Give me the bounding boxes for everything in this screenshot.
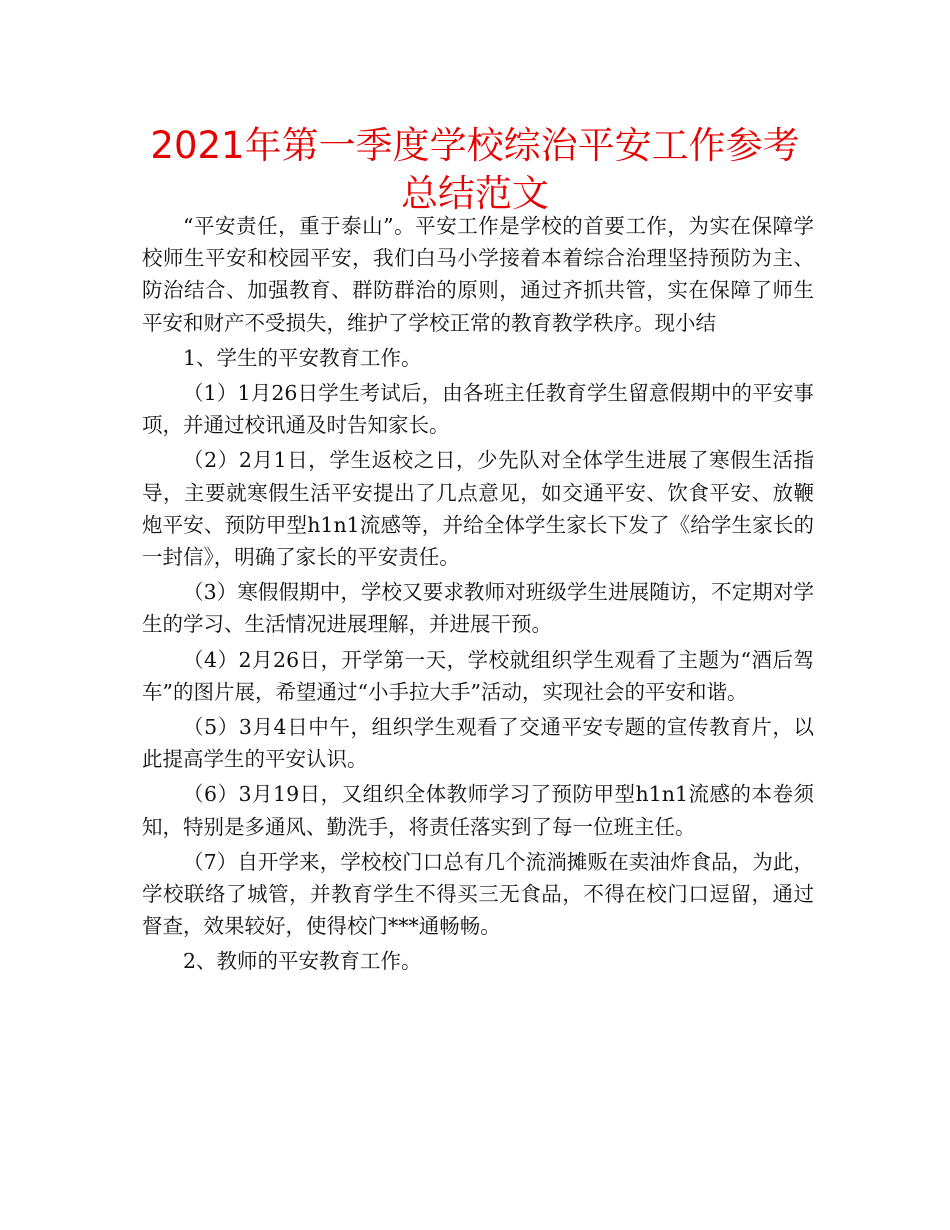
paragraph-item-6: （6）3月19日，又组织全体教师学习了预防甲型h1n1流感的本卷须知，特别是多通风、勤洗手，将责任落实到了每一位班主任。 xyxy=(142,782,814,839)
paragraph-item-4: （4）2月26日，开学第一天，学校就组织学生观看了主题为“酒后驾车”的图片展，希望通过“小手拉大手”活动，实现社会的平安和谐。 xyxy=(142,647,814,704)
paragraph-item-7: （7）自开学来，学校校门口总有几个流淌摊贩在卖油炸食品，为此，学校联络了城管，并教育学生不得买三无食品，不得在校门口逗留，通过督查，效果较好，使得校门***通畅畅。 xyxy=(142,849,814,939)
section-heading-teacher-safety: 2、教师的平安教育工作。 xyxy=(183,949,422,974)
paragraph-intro: “平安责任，重于泰山”。平安工作是学校的首要工作，为实在保障学校师生平安和校园平安，我们白马小学接着本着综合治理坚持预防为主、防治结合、加强教育、群防群治的原则，通过齐抓共管，实在保障了师生平安和财产不受损失，维护了学校正常的教育教学秩序。现小结 xyxy=(142,214,814,335)
paragraph-item-2: （2）2月1日，学生返校之日，少先队对全体学生进展了寒假生活指导，主要就寒假生活平安提出了几点意见，如交通平安、饮食平安、放鞭炮平安、预防甲型h1n1流感等，并给全体学生家长下发了《给学生家长的一封信》，明确了家长的平安责任。 xyxy=(142,448,814,570)
paragraph-item-3: （3）寒假假期中，学校又要求教师对班级学生进展随访，不定期对学生的学习、生活情况进展理解，并进展干预。 xyxy=(142,580,814,637)
document-body xyxy=(142,210,814,978)
document-title: 2021年第一季度学校综治平安工作参考总结范文 xyxy=(150,124,800,215)
section-heading-student-safety: 1、学生的平安教育工作。 xyxy=(183,345,422,370)
paragraph-item-1: （1）1月26日学生考试后，由各班主任教育学生留意假期中的平安事项，并通过校讯通及时告知家长。 xyxy=(142,381,814,438)
paragraph-item-5: （5）3月4日中午，组织学生观看了交通平安专题的宣传教育片，以此提高学生的平安认识。 xyxy=(142,715,814,772)
